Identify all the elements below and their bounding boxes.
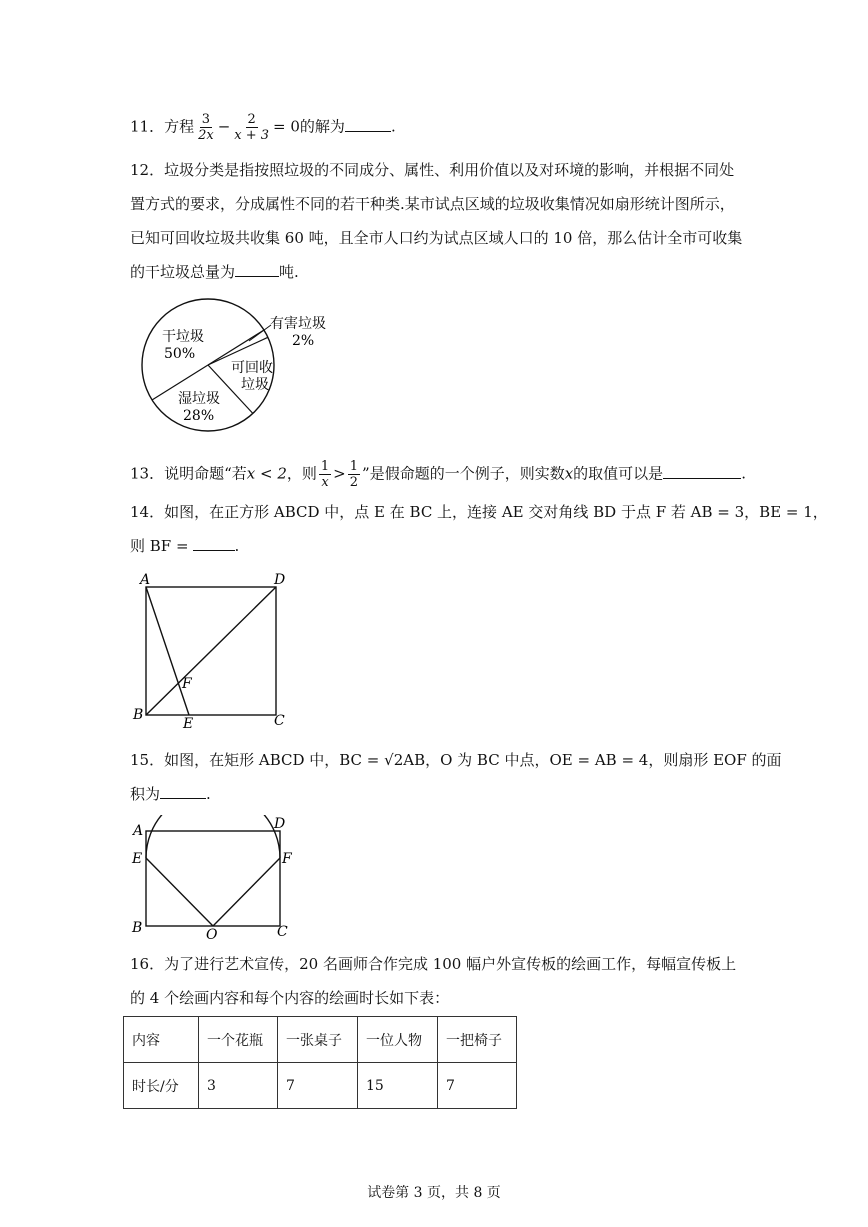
table-header-cell: 一张桌子 (278, 1017, 358, 1063)
q12-line-4: 的干垃圾总量为 吨. (130, 263, 299, 281)
recycle-label-1: 可回收 (231, 360, 273, 376)
q13-condition: x < 2 (246, 464, 287, 483)
wet-label: 湿垃圾 (178, 391, 220, 407)
table-cell: 7 (278, 1063, 358, 1109)
page-footer: 试卷第 3 页，共 8 页 (367, 1185, 501, 1201)
table-cell: 7 (438, 1063, 517, 1109)
label-B: B (132, 920, 143, 936)
label-D: D (274, 572, 286, 588)
table-row (124, 1063, 517, 1109)
q11-suffix: = 0的解为 (273, 117, 345, 136)
label-O: O (206, 927, 218, 940)
diagonal-bd (146, 587, 276, 715)
q13-fraction-1: $\frac{1}{x}$ (320, 459, 330, 490)
label-E: E (183, 716, 194, 732)
harmful-pct: 2% (292, 333, 315, 349)
segment-of (213, 858, 280, 926)
arc-ef (146, 815, 280, 858)
label-B: B (133, 707, 144, 723)
label-A: A (140, 572, 151, 588)
label-E: E (132, 851, 143, 867)
table-header-row (124, 1017, 517, 1063)
table-header-cell: 一位人物 (358, 1017, 438, 1063)
dry-pct: 50% (164, 346, 196, 362)
q11-prefix: 11．方程 (130, 117, 195, 136)
q14-line-1: 14．如图，在正方形 ABCD 中，点 E 在 BC 上，连接 AE 交对角线 BD 于点 F 若 AB = 3，BE = 1， (130, 503, 828, 521)
label-F: F (182, 676, 192, 692)
q16-line-1: 16．为了进行艺术宣传，20 名画师合作完成 100 幅户外宣传板的绘画工作，每幅宣传板上 (130, 955, 737, 973)
table-header-cell: 一把椅子 (438, 1017, 517, 1063)
q11-minus: − (217, 117, 231, 136)
q11-fraction-1: $\frac{3}{2x}$ (198, 112, 214, 143)
q15-answer-blank[interactable] (160, 784, 206, 799)
table-header-cell: 内容 (124, 1017, 199, 1063)
harmful-leader-line (249, 325, 271, 341)
table-cell: 时长/分 (124, 1063, 199, 1109)
question-11: 11．方程 $\frac{3}{2x}$ − $\frac{2}{x + 3}$ = 0的解为 . (130, 112, 396, 143)
label-A: A (133, 823, 144, 839)
table-cell: 15 (358, 1063, 438, 1109)
label-F: F (282, 851, 292, 867)
recycle-label-2: 垃圾 (241, 377, 269, 393)
label-C: C (274, 713, 285, 729)
label-C: C (277, 924, 288, 940)
q12-line-1: 12．垃圾分类是指按照垃圾的不同成分、属性、利用价值以及对环境的影响，并根据不同处 (130, 161, 735, 179)
q16-line-2: 的 4 个绘画内容和每个内容的绘画时长如下表： (130, 989, 450, 1007)
q15-line-1: 15．如图，在矩形 ABCD 中，BC = √2AB，O 为 BC 中点，OE = AB = 4，则扇形 EOF 的面 (130, 751, 782, 769)
rectangle-figure (128, 815, 308, 940)
q13-fraction-2: $\frac{1}{2}$ (349, 459, 359, 490)
q12-line-2: 置方式的要求，分成属性不同的若干种类.某市试点区域的垃圾收集情况如扇形统计图所示， (130, 195, 735, 213)
segment-oe (146, 858, 213, 926)
q15-line-2: 积为 . (130, 785, 211, 803)
label-D: D (274, 816, 286, 832)
wet-pct: 28% (183, 408, 215, 424)
segment-ae (146, 587, 189, 715)
question-13: 13．说明命题“若x < 2，则 $\frac{1}{x}$ > $\frac{1}{2}$ ”是假命题的一个例子，则实数x的取值可以是 . (130, 459, 746, 490)
q14-line-2: 则 BF = . (130, 537, 240, 555)
table-header-cell: 一个花瓶 (199, 1017, 278, 1063)
pie-chart (128, 295, 388, 440)
table-cell: 3 (199, 1063, 278, 1109)
duration-table (123, 1016, 517, 1109)
q14-answer-blank[interactable] (193, 536, 235, 551)
harmful-label: 有害垃圾 (270, 316, 326, 332)
q11-fraction-2: $\frac{2}{x + 3}$ (234, 112, 270, 143)
dry-label: 干垃圾 (162, 329, 204, 345)
q12-answer-blank[interactable] (235, 262, 279, 277)
q13-answer-blank[interactable] (663, 464, 741, 479)
q12-line-3: 已知可回收垃圾共收集 60 吨，且全市人口约为试点区域人口的 10 倍，那么估计全市可收集 (130, 229, 743, 247)
q11-answer-blank[interactable] (345, 117, 391, 132)
square-figure (128, 570, 298, 735)
